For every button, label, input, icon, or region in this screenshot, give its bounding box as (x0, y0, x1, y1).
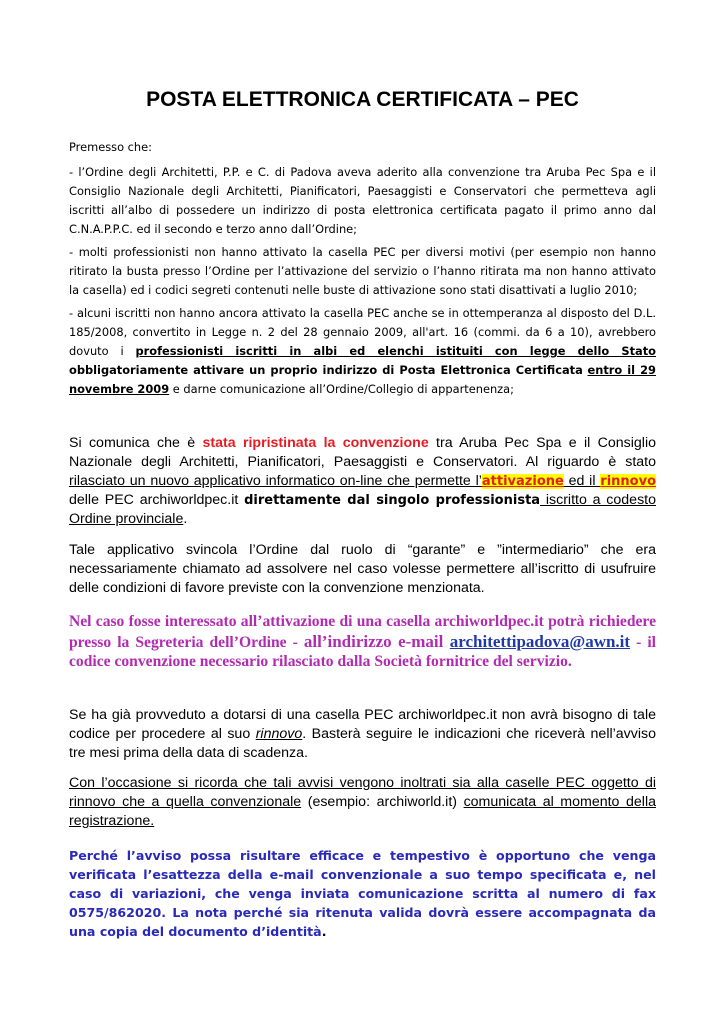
p3-obligation-emphasis: obbligatoriamente attivare un proprio indirizzo di Posta Elettronica Certificata (69, 363, 583, 377)
renewal-text-1: Se ha già provveduto a dotarsi di una casella PEC archiworldpec.it non avrà bisogno di tale codice per procedere al suo (69, 707, 656, 742)
page-title: POSTA ELETTRONICA CERTIFICATA – PEC (146, 88, 579, 111)
renewal-text-3: . Basterà seguire le indicazioni che riceverà nell’avviso tre mesi prima della data di scadenza. (69, 726, 656, 761)
interest-text-1: Nel caso fosse interessato all’attivazione di una casella archiworldpec.it potrà richiedere presso la Segreteria dell’Ordine - (69, 613, 656, 651)
notice-text: Perché l’avviso possa risultare efficace e tempestivo è opportuno che venga verificata l’esattezza della e-mail convenzionale a suo tempo specificata e, nel caso di variazioni, che venga inviata comunicazione scritta al numero di fax 0575/862020. La nota perché sia ritenuta valida dovrà essere accompagnata da una copia del documento d’identità (69, 848, 656, 939)
interest-paragraph (69, 612, 656, 672)
premise-paragraph-2: - molti professionisti non hanno attivato la casella PEC per diversi motivi (per esempio non hanno ritirato la busta presso l’Ordine per l’attivazione del servizio o l’hanno ritirata ma non hanno attivato la casella) ed i codici segreti contenuti nelle buste di attivazione sono stati disattivati a luglio 2010; (69, 245, 656, 297)
interest-text-3: - il codice convenzione necessario rilasciato dalla Società fornitrice del servizio. (69, 633, 656, 670)
renewal-paragraph (69, 706, 656, 763)
announce-provincial: iscritto a codesto Ordine provinciale (69, 492, 656, 527)
p3-text-a: - alcuni iscritti non hanno ancora attivato la casella PEC anche se in ottemperanza al disposto del D.L. 185/2008, convertito in Legge n. 2 del 28 gennaio 2009, all'art. 16 (commi. da 6 a 10), avrebbero dovuto i (69, 306, 656, 358)
announce-text-8: delle PEC archiworldpec.it (69, 492, 245, 508)
announce-activation: attivazione (481, 474, 564, 489)
announce-text-6: ed il (563, 473, 601, 489)
interest-text-2: all’indirizzo e-mail (303, 631, 450, 651)
announce-new-app: rilasciato un nuovo applicativo informatico on-line che permette l’ (69, 473, 482, 489)
p3-professionals-emphasis: professionisti iscritti in albi ed elenchi istituiti con legge dello Stato (135, 344, 656, 358)
p3-text-e: e darne comunicazione all’Ordine/Collegio di appartenenza; (169, 382, 514, 396)
occasion-paragraph (69, 774, 656, 831)
premise-paragraph-3 (69, 304, 656, 399)
p3-deadline: entro il 29 novembre 2009 (69, 363, 656, 396)
notice-end: . (321, 924, 327, 939)
premise-intro: Premesso che: (69, 140, 152, 154)
renewal-word: rinnovo (255, 726, 303, 742)
notice-paragraph (69, 846, 656, 941)
occasion-example: (esempio: archiworld.it) (301, 794, 464, 810)
premise-paragraph-1: - l’Ordine degli Architetti, P.P. e C. di Padova aveva aderito alla convenzione tra Aruba Pec Spa e il Consiglio Nazionale degli Architetti, Pianificatori, Paesaggisti e Conservatori che permetteva agli iscritti all’albo di possedere un indirizzo di posta elettronica certificata pagato il primo anno dal C.N.A.P.P.C. ed il secondo e terzo anno dall’Ordine; (69, 165, 656, 236)
announce-restored: stata ripristinata la convenzione (202, 435, 429, 451)
announce-text-3: tra Aruba Pec Spa e il Consiglio Nazionale degli Architetti, Pianificatori, Paesaggisti e Conservatori. Al riguardo è stato (69, 435, 656, 470)
announce-directly: direttamente dal singolo professionista (244, 493, 541, 508)
applicativo-text: Tale applicativo svincola l’Ordine dal ruolo di “garante” e ”intermediario” che era necessariamente chiamato ad assolvere nel caso volesse permettere all’iscritto di usufruire delle condizioni di favore previste con la convenzione menzionata. (69, 542, 656, 596)
announce-renewal: rinnovo (600, 474, 656, 489)
announcement-paragraph (69, 434, 656, 529)
applicativo-paragraph (69, 541, 656, 598)
announce-end: . (183, 511, 188, 527)
occasion-text-1: Con l’occasione si ricorda che tali avvisi vengono inoltrati sia alla caselle PEC oggetto di rinnovo che a quella convenzionale (69, 775, 656, 810)
premise-section (69, 138, 656, 403)
occasion-text-3: comunicata al momento della registrazione. (69, 794, 656, 829)
email-link[interactable]: architettipadova@awn.it (449, 631, 631, 651)
announce-text-1: Si comunica che è (69, 435, 203, 451)
